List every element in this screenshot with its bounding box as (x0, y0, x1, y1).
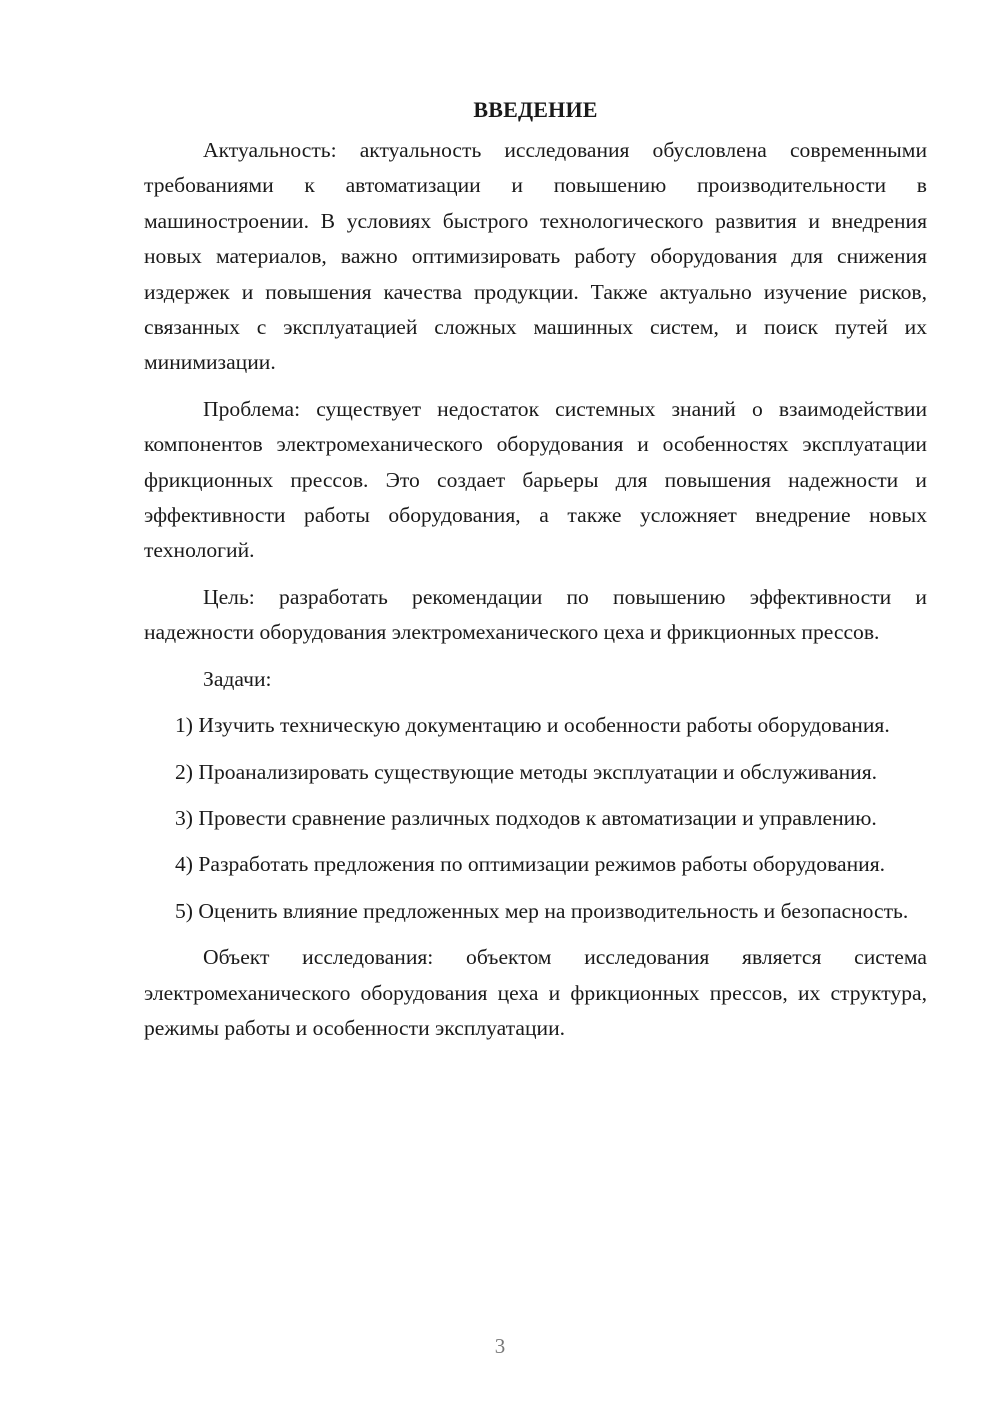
task-item-4: 4) Разработать предложения по оптимизации режимов работы оборудования. (175, 852, 886, 877)
task-item-3: 3) Провести сравнение различных подходов к автоматизации и управлению. (175, 805, 877, 830)
task-item-2: 2) Проанализировать существующие методы эксплуатации и обслуживания. (175, 759, 878, 784)
page-content (144, 92, 927, 1057)
goal-paragraph: Цель: разработать рекомендации по повышению эффективности и надежности оборудования электромеханического цеха и фрикционных прессов. (144, 584, 927, 645)
relevance-paragraph: Актуальность: актуальность исследования обусловлена современными требованиями к автоматизации и повышению производительности в машиностроении. В условиях быстрого технологического развития и внедрения новых материалов, важно оптимизировать работу оборудования для снижения издержек и повышения качества продукции. Также актуально изучение рисков, связанных с эксплуатацией сложных машинных систем, и поиск путей их минимизации. (144, 138, 927, 375)
page-title: ВВЕДЕНИЕ (473, 97, 598, 122)
tasks-heading: Задачи: (203, 666, 272, 691)
task-item-5: 5) Оценить влияние предложенных мер на производительность и безопасность. (175, 898, 909, 923)
object-paragraph: Объект исследования: объектом исследования является система электромеханического оборудования цеха и фрикционных прессов, их структура, режимы работы и особенности эксплуатации. (144, 945, 927, 1040)
task-item-1: 1) Изучить техническую документацию и особенности работы оборудования. (175, 713, 890, 738)
problem-paragraph: Проблема: существует недостаток системных знаний о взаимодействии компонентов электромеханического оборудования и особенностях эксплуатации фрикционных прессов. Это создает барьеры для повышения надежности и эффективности работы оборудования, а также усложняет внедрение новых технологий. (144, 396, 927, 563)
page-number: 3 (494, 1334, 506, 1358)
